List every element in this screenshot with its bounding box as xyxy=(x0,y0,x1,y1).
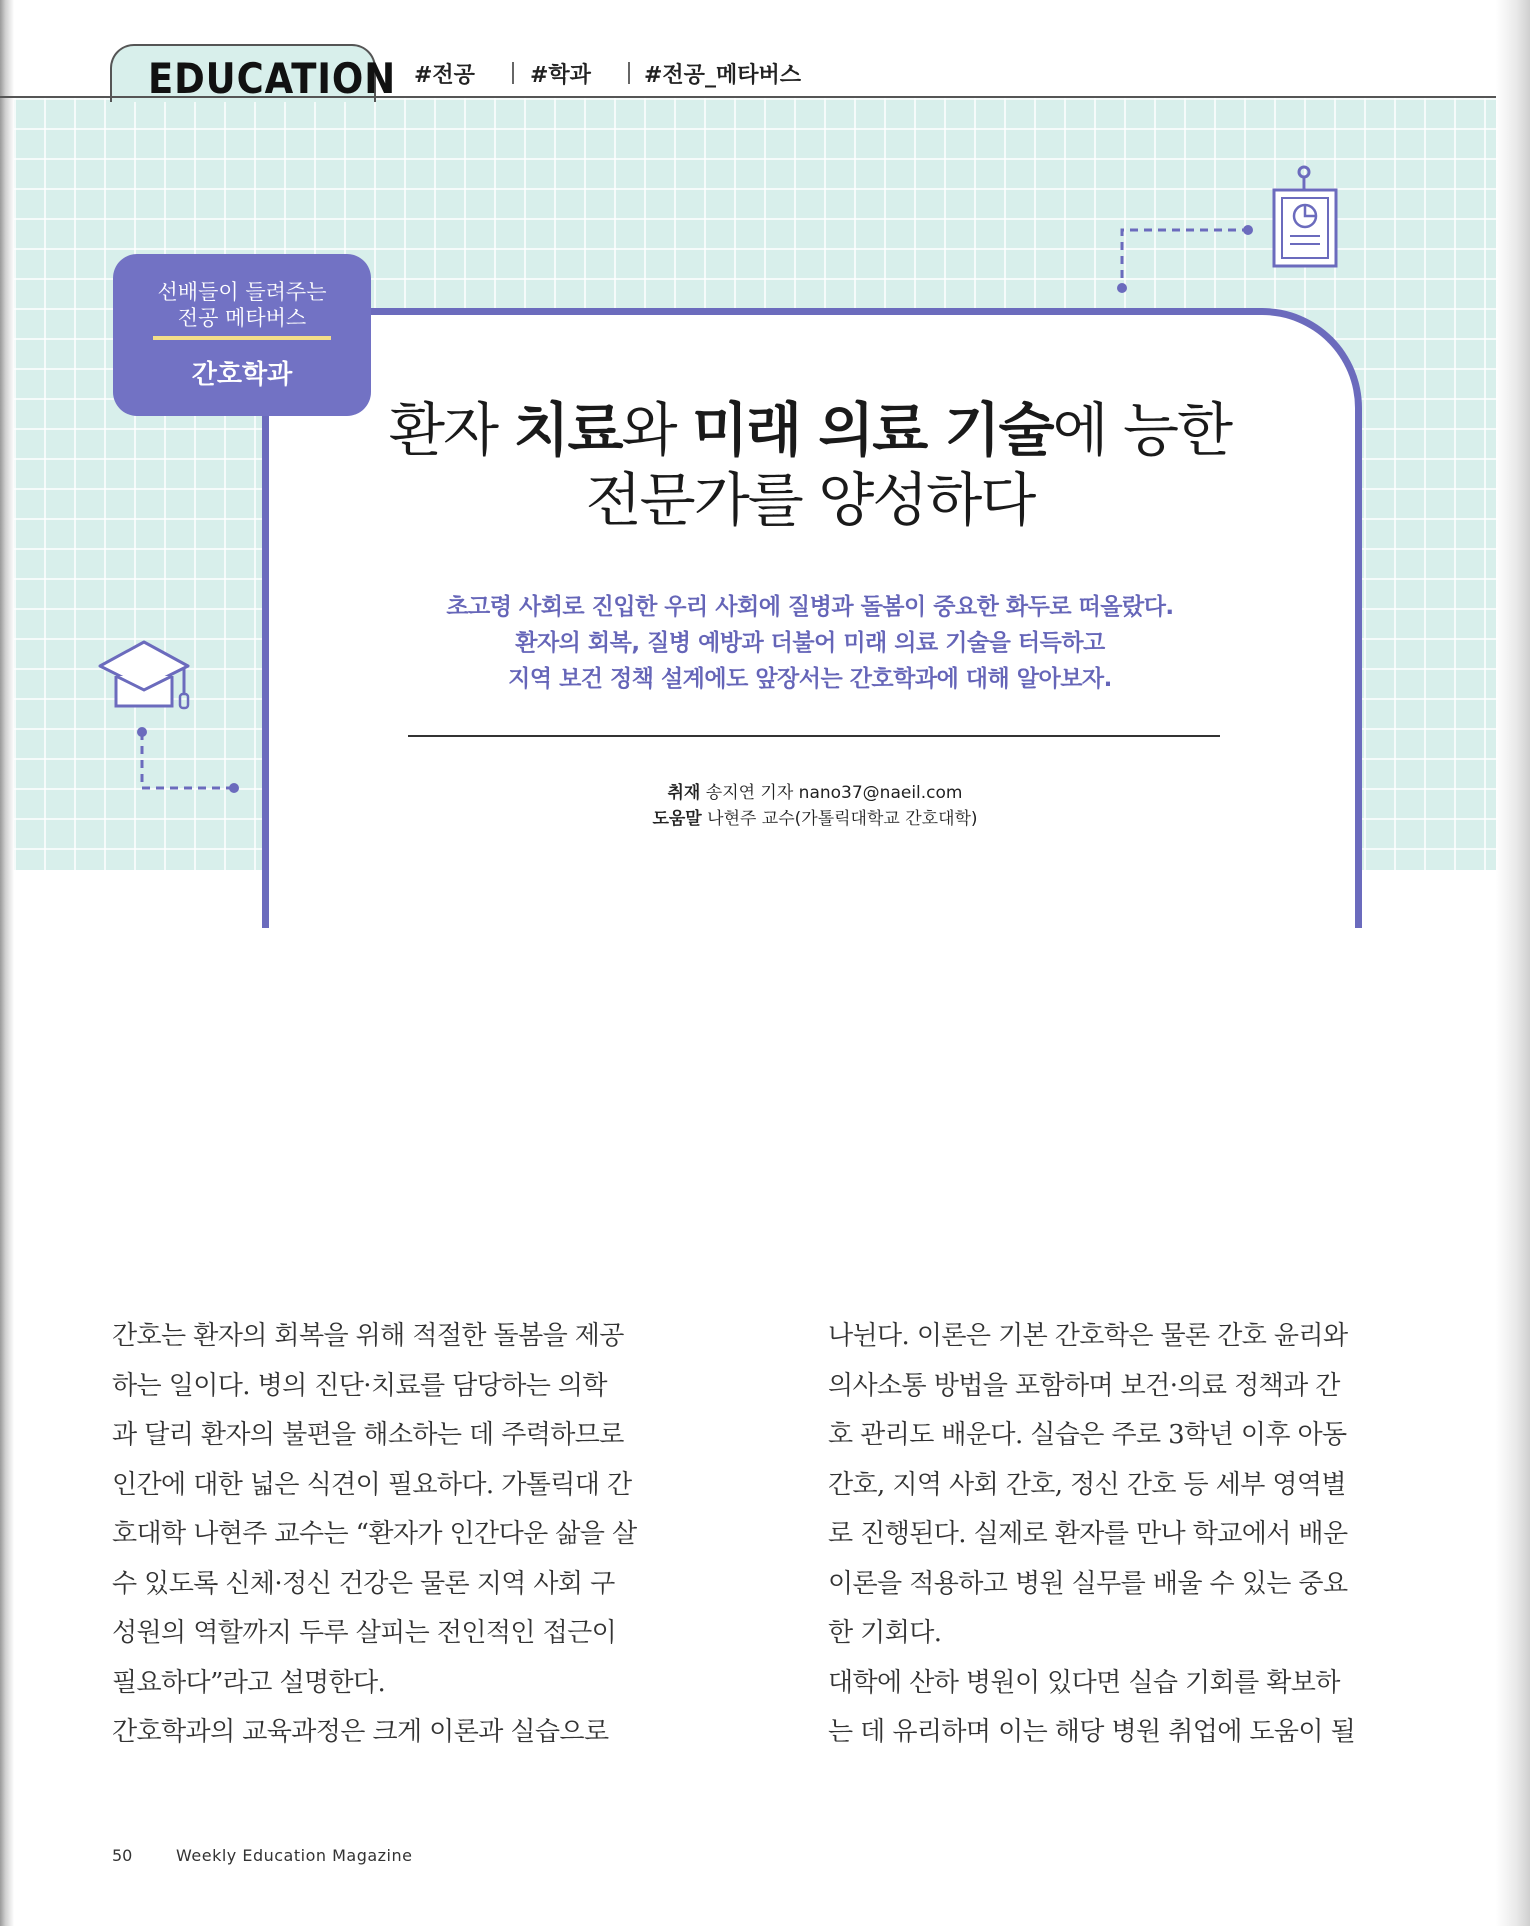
headline-part: 환자 xyxy=(388,396,514,464)
body-line: 로 진행된다. 실제로 환자를 만나 학교에서 배운 xyxy=(828,1519,1348,1549)
body-line: 나뉜다. 이론은 기본 간호학은 물론 간호 윤리와 xyxy=(828,1321,1348,1351)
headline-part-bold: 미래 의료 기술 xyxy=(691,396,1053,464)
body-line: 필요하다”라고 설명한다. xyxy=(112,1667,386,1698)
tag-major: #전공 xyxy=(414,63,475,88)
lead-divider xyxy=(408,735,1220,737)
headline-part: 에 능한 xyxy=(1052,396,1232,464)
body-line: 이론을 적용하고 병원 실무를 배울 수 있는 중요 xyxy=(828,1568,1348,1599)
page-number: 50 xyxy=(112,1846,133,1865)
badge-subtitle-2: 전공 메타버스 xyxy=(177,306,307,330)
badge-underline xyxy=(153,336,331,340)
headline-line-2: 전문가를 양성하다 xyxy=(585,466,1035,534)
body-line: 간호, 지역 사회 간호, 정신 간호 등 세부 영역별 xyxy=(828,1469,1346,1500)
series-badge xyxy=(113,254,371,416)
credit-advisor xyxy=(400,804,1230,829)
magazine-name: Weekly Education Magazine xyxy=(176,1846,413,1865)
body-line: 한 기회다. xyxy=(828,1618,942,1648)
body-line: 과 달리 환자의 불편을 해소하는 데 주력하므로 xyxy=(112,1420,624,1450)
tag-separator xyxy=(512,62,514,84)
lead-line: 환자의 회복, 질병 예방과 더불어 미래 의료 기술을 터득하고 xyxy=(515,630,1105,656)
body-line: 는 데 유리하며 이는 해당 병원 취업에 도움이 될 xyxy=(828,1717,1356,1747)
headline-part: 와 xyxy=(621,396,692,464)
body-line: 성원의 역할까지 두루 살피는 전인적인 접근이 xyxy=(112,1618,617,1648)
credit-advisor-label: 도움말 xyxy=(652,809,702,829)
credit-reporter-label: 취재 xyxy=(667,783,701,803)
lead-line: 초고령 사회로 진입한 우리 사회에 질병과 돌봄이 중요한 화두로 떠올랐다. xyxy=(446,594,1174,620)
body-line: 간호는 환자의 회복을 위해 적절한 돌봄을 제공 xyxy=(112,1321,624,1351)
credit-reporter-value: 송지연 기자 nano37@naeil.com xyxy=(705,783,963,803)
body-line: 간호학과의 교육과정은 크게 이론과 실습으로 xyxy=(112,1717,609,1747)
section-title: EDUCATION xyxy=(148,54,397,103)
badge-major: 간호학과 xyxy=(191,360,293,390)
lead-line: 지역 보건 정책 설계에도 앞장서는 간호학과에 대해 알아보자. xyxy=(508,666,1112,692)
graduation-cap-icon xyxy=(96,636,256,806)
body-line: 호대학 나현주 교수는 “환자가 인간다운 삶을 살 xyxy=(112,1519,637,1549)
body-line: 대학에 산하 병원이 있다면 실습 기회를 확보하 xyxy=(828,1667,1340,1698)
page-spine-shadow xyxy=(0,0,14,1926)
page-edge-shadow xyxy=(1496,0,1530,1926)
body-line: 수 있도록 신체·정신 건강은 물론 지역 사회 구 xyxy=(112,1568,615,1599)
body-line: 호 관리도 배운다. 실습은 주로 3학년 이후 아동 xyxy=(828,1420,1347,1450)
tag-metaverse: #전공_메타버스 xyxy=(644,63,801,88)
headline-part-bold: 치료 xyxy=(513,396,622,464)
body-line: 하는 일이다. 병의 진단·치료를 담당하는 의학 xyxy=(112,1370,607,1401)
tag-separator xyxy=(628,62,630,84)
body-line: 인간에 대한 넓은 식견이 필요하다. 가톨릭대 간 xyxy=(112,1469,632,1500)
body-column-right xyxy=(828,1312,1388,1758)
tag-department: #학과 xyxy=(530,63,591,88)
clipboard-chart-icon xyxy=(1110,160,1350,300)
badge-subtitle-1: 선배들이 들려주는 xyxy=(157,280,327,304)
body-line: 의사소통 방법을 포함하며 보건·의료 정책과 간 xyxy=(828,1370,1340,1401)
body-column-left xyxy=(112,1312,672,1758)
credit-advisor-value: 나현주 교수(가톨릭대학교 간호대학) xyxy=(707,809,978,829)
credit-reporter xyxy=(400,778,1230,803)
headline-line-1 xyxy=(330,396,1290,464)
